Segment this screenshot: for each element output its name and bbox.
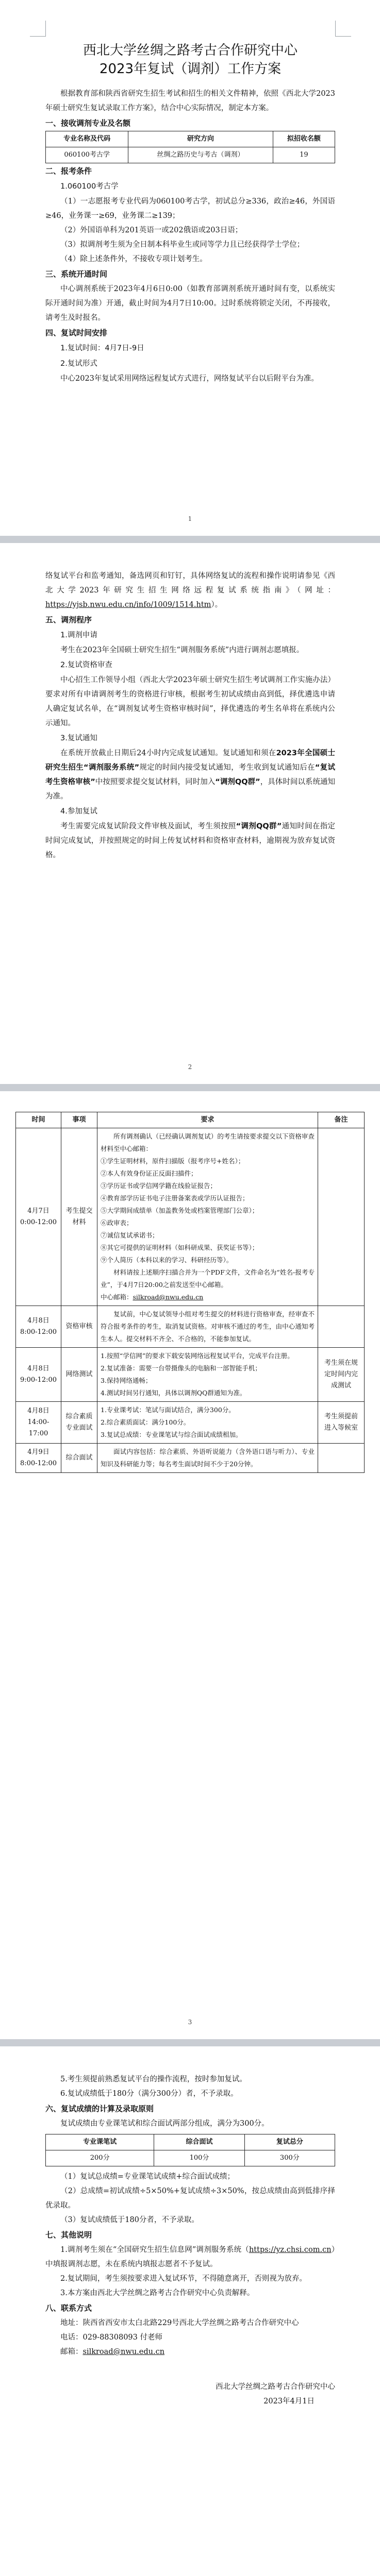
page-3 xyxy=(0,1091,380,2039)
schedule-requirement: 复试前，中心复试领导小组对考生提交的材料进行资格审查，经审查不符合报考条件的考生，取消复试资格。对审核不通过的考生，由中心通知考生本人。提交材料不齐全、不合格的，不能参加复试。 xyxy=(97,1306,318,1348)
center-email-link[interactable]: silkroad@nwu.edu.cn xyxy=(133,1293,204,1301)
sec5-sub1: 1.调剂申请 xyxy=(60,631,97,639)
schedule-table xyxy=(15,1112,365,1473)
schedule-item: 资格审核 xyxy=(61,1306,97,1348)
sec6-item5: 5.考生须提前熟悉复试平台的操作流程，按时参加复试。 xyxy=(60,2075,247,2083)
sec6-body2: （1）复试总成绩=专业课笔试成绩+综合面试成绩； xyxy=(60,2173,235,2181)
table-row xyxy=(16,1306,365,1348)
page-4 xyxy=(0,2046,380,2576)
table-row xyxy=(46,2150,335,2166)
list-item: 2.综合素质面试：满分100分。 xyxy=(101,1418,190,1426)
sec5-sub2: 2.复试资格审查 xyxy=(60,661,112,669)
sec4-cont-text: 络复试平台和监考通知，备选网页和钉钉，具体网络复试的流程和操作说明请参见《西北大学2023年研究生招生网络远程复试系统指南》（网址：https://yjsb.nwu.edu.cn/info/1009/1514.htm）。 xyxy=(45,572,335,609)
sec3-heading: 三、系统开通时间 xyxy=(45,269,108,279)
table-header: 要求 xyxy=(97,1112,318,1128)
contact-address: 地址：陕西省西安市太白北路229号西北大学丝绸之路考古合作研究中心 xyxy=(60,2319,299,2327)
list-item: 3.复试总成绩：专业课笔试与综合面试成绩相加。 xyxy=(101,1431,242,1438)
page-number: 1 xyxy=(188,515,192,522)
table-header: 复试总分 xyxy=(244,2134,335,2150)
page-separator xyxy=(0,2039,380,2046)
quota-table xyxy=(45,131,335,163)
list-item: ③学历证书或学信网学籍在线验证报告； xyxy=(101,1182,217,1190)
list-item: ⑤大学期间成绩单（加盖教务处或档案管理部门公章）； xyxy=(101,1207,259,1214)
schedule-item: 综合素质 专业面试 xyxy=(61,1402,97,1444)
table-row xyxy=(16,1348,365,1402)
sec4-sub2: 2.复试形式 xyxy=(60,360,97,368)
schedule-time: 4月8日 14:00-17:00 xyxy=(16,1402,61,1444)
sec6-body3: （2）总成绩=初试成绩÷5×50%+复试成绩÷3×50%，按总成绩由高到低排序择优录取。 xyxy=(45,2187,335,2210)
table-header: 事项 xyxy=(61,1112,97,1128)
page-separator xyxy=(0,536,380,543)
sec2-sub1: 1.060100考古学 xyxy=(60,182,119,191)
condition: （4）除上述条件外，不接收专项计划考生。 xyxy=(60,255,207,263)
sec7-heading: 七、其他说明 xyxy=(45,2230,92,2240)
sec4-body: 中心2023年复试采用网络远程复试方式进行，网络复试平台以后附平台为准。 xyxy=(60,375,319,383)
sec5-body1: 考生在2023年全国硕士研究生招生“调剂服务系统”内进行调剂志愿填报。 xyxy=(60,646,304,654)
footer-date: 2023年4月1日 xyxy=(263,2397,315,2405)
sec6-body1: 复试成绩由专业课笔试和综合面试两部分组成，满分为300分。 xyxy=(60,2120,269,2128)
sec5-heading: 五、调剂程序 xyxy=(45,615,92,624)
page-separator xyxy=(0,1084,380,1091)
schedule-note xyxy=(318,1128,365,1306)
table-header: 专业课笔试 xyxy=(46,2134,154,2150)
list-item: 3.保持网络通畅； xyxy=(101,1377,152,1384)
footer-org: 西北大学丝绸之路考古合作研究中心 xyxy=(216,2383,335,2391)
table-cell: 19 xyxy=(273,147,335,163)
schedule-time: 4月8日 8:00-12:00 xyxy=(16,1306,61,1348)
list-item: ⑧其它可提供的证明材料（如科研成果、获奖证书等）； xyxy=(101,1244,259,1251)
sec6-item6: 6.复试成绩低于180分（满分300分）者，不予录取。 xyxy=(60,2090,238,2098)
sec7-item2: 2.复试期间，考生须按要求进入复试环节，不得随意离开，否则视为放弃。 xyxy=(60,2275,307,2283)
table-row xyxy=(16,1444,365,1473)
table-header: 时间 xyxy=(16,1112,61,1128)
condition: （3）拟调剂考生须为全日制本科毕业生或同等学力且已经获得学士学位； xyxy=(60,241,305,249)
chsi-link[interactable]: https://yz.chsi.com.cn xyxy=(249,2246,332,2254)
schedule-requirement xyxy=(97,1402,318,1444)
sec5-sub3: 3.复试通知 xyxy=(60,734,97,742)
table-cell: 100分 xyxy=(154,2150,244,2166)
contact-email-link[interactable]: silkroad@nwu.edu.cn xyxy=(82,2348,165,2356)
schedule-item: 网络测试 xyxy=(61,1348,97,1402)
sec5-body4: 考生需要完成复试阶段文件审核及面试，考生须按照“调剂QQ群”通知时间在指定时间完成复试，并按照规定的时间上传复试材料和资格审查材料，逾期视为放弃复试资格。 xyxy=(45,822,336,859)
list-item: ②本人有效身份证正反面扫描件； xyxy=(101,1170,197,1177)
table-header: 专业名称及代码 xyxy=(46,131,128,147)
list-item: 1.专业课考试：笔试与面试结合，满分300分。 xyxy=(101,1406,235,1414)
schedule-requirement: 所有调剂确认（已经确认调剂复试）的考生请按要求提交以下资格审查材料至中心邮箱： ①学生证明材料，原件扫描版（报考序号+姓名）； ②本人有效身份证正反面扫描件； ③学历证书或学信网学籍在线验证报告； ④教育部学历证书电子注册备案表或学历认证报告； ⑤大学期间成绩单（加盖教务处或档案管理部门公章）； ⑥政审表； ⑦诚信复试承诺书； ⑧其它可提供的证明材料（如科研成果、获奖证书等）； ⑨个人简历（本科以来的学习、科研经历等）。 材料请按上述顺序扫描合并为一个PDF文件，文件命名为“姓名-报考专业”，于4月7日20:00之前发送至中心邮箱。 中心邮箱：silkroad@nwu.edu.cn xyxy=(97,1128,318,1306)
doc-title-line1: 西北大学丝绸之路考古合作研究中心 xyxy=(82,43,298,58)
table-cell: 丝绸之路历史与考古（调剂） xyxy=(128,147,273,163)
sec6-body4: （3）复试成绩低于180分者，不予录取。 xyxy=(60,2216,199,2224)
schedule-note: 考生须提前进入等候室 xyxy=(318,1402,365,1444)
sec8-heading: 八、联系方式 xyxy=(45,2303,92,2313)
sec5-body3: 在系统开放截止日期后24小时内完成复试通知。复试通知和须在2023年全国硕士研究生招生“调剂服务系统”规定的时间内接受复试通知，考生收到复试通知后在“复试考生资格审核”中按照要求提交复试材料，同时加入“调剂QQ群”，具体时间以系统通知为准。 xyxy=(45,749,336,801)
doc-title-line2: 2023年复试（调剂）工作方案 xyxy=(99,61,282,77)
sec1-heading: 一、接收调剂专业及名额 xyxy=(45,118,131,128)
schedule-item: 考生提交材料 xyxy=(61,1128,97,1306)
list-item: ④教育部学历证书电子注册备案表或学历认证报告； xyxy=(101,1194,249,1202)
schedule-note: 考生须在规定时间内完成测试 xyxy=(318,1348,365,1402)
sec3-body: 中心调剂系统于2023年4月6日0:00（如教育部调剂系统开通时间有变，以系统实际开通时间为准）开通，截止时间为4月7日10:00。过时系统将锁定关闭，不再接收，请考生及时报名。 xyxy=(45,285,335,322)
schedule-time: 4月9日 8:00-12:00 xyxy=(16,1444,61,1473)
intro-text: 根据教育部和陕西省研究生招生考试和招生的相关文件精神，依照《西北大学2023年硕士研究生复试录取工作方案》，结合中心实际情况，制定本方案。 xyxy=(45,90,335,112)
list-item: 4.测试时间另行通知，具体以调剂QQ群通知为准。 xyxy=(101,1389,246,1397)
schedule-requirement: 面试内容包括：综合素质、外语听说能力（含外语口语与听力）、专业知识及科研能力等；每名考生面试时间不少于20分钟。 xyxy=(97,1444,318,1473)
page-2 xyxy=(0,543,380,1084)
list-item: ⑨个人简历（本科以来的学习、科研经历等）。 xyxy=(101,1256,233,1264)
schedule-note xyxy=(318,1306,365,1348)
table-header: 综合面试 xyxy=(154,2134,244,2150)
list-item: ①学生证明材料，原件扫描版（报考序号+姓名）； xyxy=(101,1157,245,1165)
page-number: 2 xyxy=(188,1063,192,1071)
list-item: 1.按照“学信网”的要求下载安装网络远程复试平台，完成平台注册。 xyxy=(101,1352,294,1360)
table-cell: 300分 xyxy=(244,2150,335,2166)
sec7-item3: 3.本方案由西北大学丝绸之路考古合作研究中心负责解释。 xyxy=(60,2289,255,2297)
table-row xyxy=(46,147,335,163)
schedule-note xyxy=(318,1444,365,1473)
table-row xyxy=(16,1402,365,1444)
crop-mark xyxy=(30,21,46,37)
schedule-requirement xyxy=(97,1348,318,1402)
sec7-item1: 1.调剂考生须在“全国研究生招生信息网”调剂服务系统（https://yz.chsi.com.cn）中填报调剂志愿，未在系统内填报志愿者不予复试。 xyxy=(45,2246,335,2268)
table-header: 备注 xyxy=(318,1112,365,1128)
table-cell: 200分 xyxy=(46,2150,154,2166)
list-item: ⑦诚信复试承诺书； xyxy=(101,1231,159,1239)
contact-phone: 电话：029-88308093 付老师 xyxy=(60,2333,162,2342)
table-cell: 060100考古学 xyxy=(46,147,128,163)
sec4-heading: 四、复试时间安排 xyxy=(45,328,108,337)
sec6-heading: 六、复试成绩的计算及录取原则 xyxy=(45,2104,154,2113)
sec4-sub1: 1.复试时间：4月7日-9日 xyxy=(60,344,144,352)
table-row xyxy=(16,1128,365,1306)
page-1 xyxy=(0,0,380,536)
table-header: 研究方向 xyxy=(128,131,273,147)
score-table xyxy=(45,2134,335,2166)
schedule-time: 4月8日 9:00-12:00 xyxy=(16,1348,61,1402)
contact-email: 邮箱：silkroad@nwu.edu.cn xyxy=(60,2348,165,2356)
page-number: 3 xyxy=(188,2019,192,2026)
schedule-time: 4月7日 0:00-12:00 xyxy=(16,1128,61,1306)
table-header: 拟招收名额 xyxy=(273,131,335,147)
sec2-heading: 二、报考条件 xyxy=(45,166,92,176)
sec5-sub4: 4.参加复试 xyxy=(60,807,97,816)
sec5-body2: 中心招生工作领导小组（西北大学2023年硕士研究生招生考试调剂工作实施办法）要求对所有申请调剂考生的资格进行审核，根据考生初试成绩由高到低，择优遴选申请人确定复试名单，在“调剂复试考生资格审核时间”，择优遴选的考生名单将在系统内公示通知。 xyxy=(45,676,335,727)
crop-mark xyxy=(335,21,351,37)
condition: （2）外国语单科为201英语一或202俄语或203日语； xyxy=(60,226,243,234)
condition: （1）一志愿报考专业代码为060100考古学，初试总分≥336，政治≥46，外国语≥46，业务课一≥69，业务课二≥139； xyxy=(45,197,335,220)
list-item: ⑥政审表； xyxy=(101,1219,133,1227)
schedule-item: 综合面试 xyxy=(61,1444,97,1473)
list-item: 2.复试准备：需要一台带摄像头的电脑和一部智能手机； xyxy=(101,1364,261,1372)
guide-link[interactable]: https://yjsb.nwu.edu.cn/info/1009/1514.htm xyxy=(45,601,211,609)
